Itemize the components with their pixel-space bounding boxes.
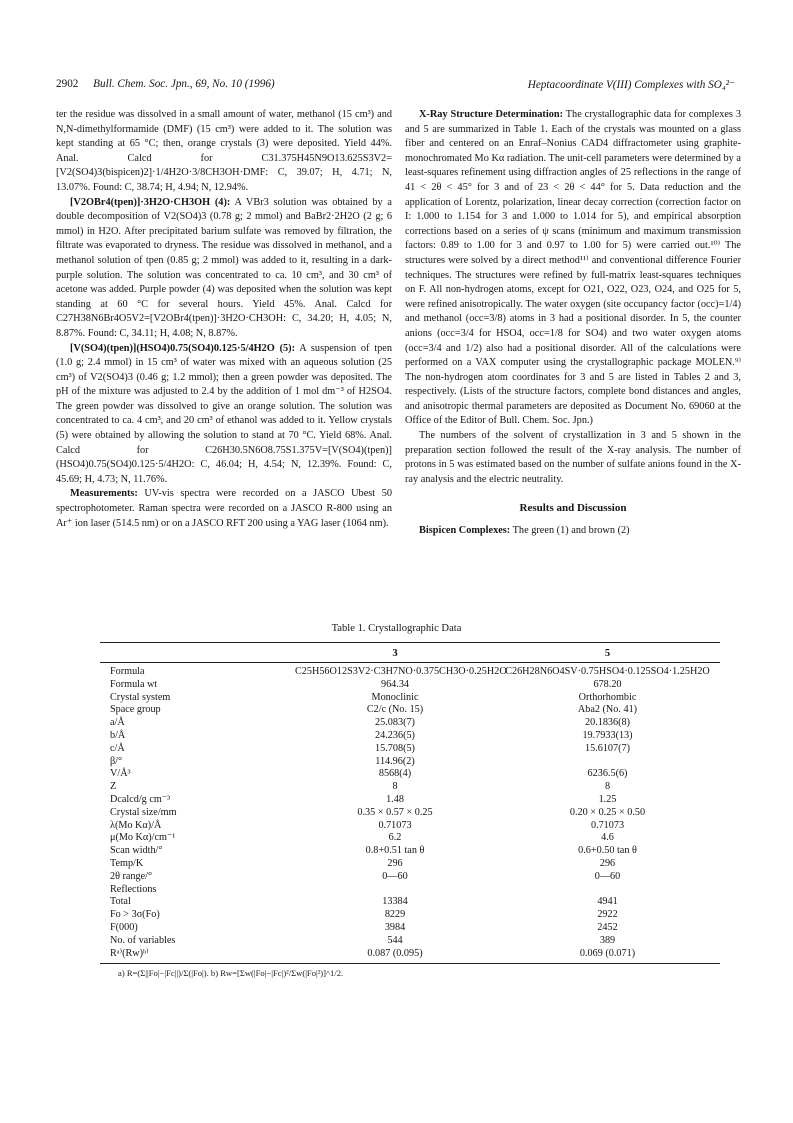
row-label: μ(Mo Kα)/cm⁻¹: [110, 832, 176, 844]
paragraph-preparation-5: [56, 342, 392, 488]
table-row: [110, 948, 720, 961]
table-row: [110, 666, 720, 679]
row-label: 2θ range/°: [110, 870, 153, 882]
value-compound-5: 389: [599, 934, 616, 946]
paragraph-preparation-3: ter the residue was dissolved in a small amount of water, methanol (15 cm³) and N,N-dimethylformamide (DMF) (15 cm³) were added to it. The solution was kept standing at 65 °C; then, orange crystals (3) were deposited. Yield 44%. Anal. Calcd for C31.375H45N9O13.625S3V2=[V2(SO4)3(bispicen)2]·1/4H2O·3/8CH3OH·DMF: C, 39.07; H, 4.71; N, 13.07%. Found: C, 38.74; H, 4.94; N, 12.94%.: [56, 109, 392, 193]
row-label: c/Å: [110, 742, 125, 754]
xray-text: The crystallographic data for complexes 3 and 5 are summarized in Table 1. Each of the crystals was mounted on a glass fiber and centered on an Enraf–Nonius CAD4 diffractometer using graphite-monochromated Mo Kα radiation. The unit-cell parameters were determined by a least-squares refinement using diffraction angles of 25 reflections in the range of 41 < 2θ < 45° for 3 and of 23 < 2θ < 44° for 5. Data reduction and the application of Lorentz, polarization, linear decay correction (correction factor on I: 1.000 to 1.154 for 3 and 1.000 to 1.014 for 5), and empirical absorption corrections based on a series of ψ scans (minimum and maximum transmission factors: 0.89 to 1.00 for 3 and 0.97 to 1.00 for 5) were carried out.¹⁰⁾ The structures were solved by a direct method¹¹⁾ and conventional difference Fourier techniques. The structures were refined by full-matrix least-squares techniques on F. All non-hydrogen atoms, except for O21, O22, O23, O24, and O25 for 5, were refined anisotropically. The water oxygen (site occupancy factor (occ)=1/4) and methanol (occ=3/8) atoms in 3 had a positional disorder. In 5, the counter anions (occ=3/4 for HSO4, occ=1/8 for SO4) and two water oxygen atoms (occ=3/4 and 1/2) also had a positional disorder. All of the calculations were performed on a VAX computer using the crystallographic package MOLEN.⁹⁾ The non-hydrogen atom coordinates for 3 and 5 are listed in Tables 2 and 3, respectively. (Lists of the structure factors, complete bond distances and angles, and anisotropic thermal parameters are deposited as Document No. 69060 at the Office of the Editor of Bull. Chem. Soc. Jpn.): [405, 109, 741, 427]
table-row: [110, 756, 720, 769]
row-label: β/°: [110, 755, 123, 767]
value-compound-3: Monoclinic: [371, 691, 419, 703]
row-label: Formula: [110, 666, 145, 677]
row-label: λ(Mo Kα)/Å: [110, 819, 162, 831]
xray-heading: X-Ray Structure Determination:: [419, 109, 564, 120]
table-row: [110, 896, 720, 909]
value-compound-3: 296: [387, 857, 403, 869]
value-compound-3: 0.087 (0.095): [367, 947, 423, 959]
row-label: Rᵃ⁾(Rw)ᵇ⁾: [110, 947, 149, 959]
compound-4-text: A VBr3 solution was obtained by a double decomposition of V2(SO4)3 (0.78 g; 2 mmol) and BaBr2·2H2O (2 g; 6 mmol) in H2O. After precipitated barium sulfate was removed by filtration, the filtrate was evaporated to dryness. The residue was dissolved in methanol, and a methanol solution of tpen (0.85 g; 2 mmol) was added to it, resulting in a dark-purple solution. The solution was concentrated to ca. 10 cm³, and 30 cm³ of acetone was added. Purple powder (4) was deposited when the solution was kept standing at 60 °C for several hours. Yield 45%. Anal. Calcd for C27H38N6Br4O5V2=[V2OBr4(tpen)]·3H2O·CH3OH: C, 34.20; H, 4.05; N, 8.87%. Found: C, 34.11; H, 4.08; N, 8.87%.: [56, 196, 393, 339]
row-label: No. of variables: [110, 934, 176, 946]
value-compound-3: 0.8+0.51 tan θ: [365, 845, 425, 857]
value-compound-3: C2/c (No. 15): [366, 704, 424, 716]
table-row: [110, 781, 720, 794]
bispicen-heading: Bispicen Complexes:: [419, 525, 511, 537]
value-compound-5: 1.25: [598, 793, 617, 805]
value-compound-5: 19.7933(13): [582, 729, 633, 741]
value-compound-5: C26H28N6O4SV·0.75HSO4·0.125SO4·1.25H2O: [505, 666, 710, 677]
row-label: Formula wt: [110, 678, 158, 690]
row-label: Crystal system: [110, 691, 171, 703]
row-label: Temp/K: [110, 857, 144, 869]
measurements-heading: Measurements:: [70, 488, 138, 500]
value-compound-3: 0.35 × 0.57 × 0.25: [357, 806, 433, 818]
value-compound-5: 0.20 × 0.25 × 0.50: [569, 806, 646, 818]
paragraph-solvent: The numbers of the solvent of crystallization in 3 and 5 shown in the preparation section followed the result of the X-ray analysis. The number of protons in 5 was estimated based on the number of sulfate anions found in the X-ray analysis and the electric neutrality.: [405, 430, 741, 485]
compound-4-heading: [V2OBr4(tpen)]·3H2O·CH3OH (4):: [70, 196, 231, 208]
value-compound-5: 0.069 (0.071): [579, 947, 636, 959]
value-compound-3: [295, 884, 495, 897]
running-title: Heptacoordinate V(III) Complexes with SO₄²⁻: [527, 79, 735, 91]
page-header-left: [56, 78, 275, 90]
page-number: 2902: [56, 78, 79, 90]
table-row: [110, 884, 720, 897]
table-header-rule: [100, 662, 720, 663]
table-top-rule: [100, 642, 720, 643]
value-compound-3: 0—60: [382, 870, 408, 882]
table-bottom-rule: [100, 963, 720, 964]
value-compound-3: 3984: [384, 921, 406, 933]
value-compound-5: 2922: [597, 909, 618, 921]
value-compound-3: 8: [392, 781, 398, 793]
table-row: [110, 871, 720, 884]
value-compound-5: 0.6+0.50 tan θ: [578, 845, 637, 857]
value-compound-3: 8229: [384, 909, 406, 921]
value-compound-5: 0—60: [594, 870, 621, 882]
value-compound-3: 24.236(5): [375, 729, 415, 741]
value-compound-3: 8568(4): [378, 768, 412, 780]
journal-citation: Bull. Chem. Soc. Jpn., 69, No. 10 (1996): [93, 78, 275, 90]
value-compound-5: 8: [604, 781, 611, 793]
value-compound-3: 25.083(7): [375, 717, 415, 729]
table-row: [110, 717, 720, 730]
value-compound-3: C25H56O12S3V2·C3H7NO·0.375CH3O·0.25H2O: [295, 666, 507, 677]
value-compound-3: 1.48: [386, 793, 404, 805]
table-row: [110, 820, 720, 833]
row-label: Scan width/°: [110, 845, 163, 857]
table-row: [110, 743, 720, 756]
value-compound-5: [495, 756, 720, 769]
table-footnote: a) R=(Σ||Fo|−|Fc||)/Σ(|Fo|). b) Rw=[Σw(|Fo|−|Fc|)²/Σw(|Fo|²)]^1/2.: [118, 968, 344, 978]
value-compound-3: 114.96(2): [375, 755, 415, 767]
value-compound-3: 544: [387, 934, 403, 946]
value-compound-5: 4941: [597, 896, 618, 908]
crystallographic-data-table: [110, 666, 720, 960]
left-column: [56, 108, 392, 531]
value-compound-5: 678.20: [593, 678, 622, 690]
table-row: [110, 832, 720, 845]
value-compound-5: 6236.5(6): [587, 768, 628, 780]
table-row: [110, 922, 720, 935]
value-compound-5: Aba2 (No. 41): [577, 704, 638, 716]
value-compound-3: 964.34: [380, 678, 409, 690]
table-row: [110, 909, 720, 922]
paragraph-preparation-4: [56, 196, 392, 342]
value-compound-5: Orthorhombic: [578, 691, 637, 703]
table-row: [110, 730, 720, 743]
right-column: [405, 108, 741, 539]
value-compound-5: 4.6: [601, 832, 614, 844]
row-label: Total: [110, 896, 131, 908]
table-row: [110, 692, 720, 705]
value-compound-3: 0.71073: [378, 819, 412, 831]
value-compound-5: 15.6107(7): [585, 742, 630, 754]
value-compound-3: 15.708(5): [375, 742, 415, 754]
paragraph-xray: [405, 108, 741, 429]
table-row: [110, 768, 720, 781]
value-compound-5: 0.71073: [590, 819, 625, 831]
bispicen-text: The green (1) and brown (2): [512, 525, 630, 537]
row-label: Crystal size/mm: [110, 806, 177, 818]
row-label: a/Å: [110, 717, 125, 729]
row-label: Reflections: [110, 883, 157, 895]
paragraph-bispicen: [405, 524, 741, 539]
row-label: V/Å³: [110, 768, 131, 780]
table-caption: Table 1. Crystallographic Data: [331, 623, 462, 634]
row-label: F(000): [110, 921, 138, 933]
table-row: [110, 858, 720, 871]
row-label: b/Å: [110, 729, 126, 741]
row-label: Dcalcd/g cm⁻³: [110, 793, 171, 805]
row-label: Fo > 3σ(Fo): [110, 909, 160, 921]
value-compound-5: 20.1836(8): [585, 717, 630, 729]
table-row: [110, 845, 720, 858]
value-compound-5: 296: [599, 857, 616, 869]
table-row: [110, 794, 720, 807]
value-compound-3: 6.2: [388, 832, 402, 844]
table-row: [110, 807, 720, 820]
table-row: [110, 679, 720, 692]
row-label: Space group: [110, 704, 161, 716]
table-column-header-5: 5: [604, 648, 611, 659]
table-row: [110, 704, 720, 717]
paragraph-measurements: [56, 487, 392, 531]
measurements-text: UV-vis spectra were recorded on a JASCO Ubest 50 spectrophotometer. Raman spectra were recorded on a JASCO R-800 using an Ar⁺ ion laser (514.5 nm) or on a JASCO RFT 200 using a YAG laser (1064 nm).: [56, 488, 392, 529]
section-heading-results: Results and Discussion: [519, 502, 627, 515]
table-column-header-3: 3: [392, 648, 398, 659]
value-compound-5: 2452: [597, 921, 618, 933]
value-compound-5: [495, 884, 720, 897]
compound-5-text: A suspension of tpen (1.0 g; 2.4 mmol) in 15 cm³ of water was mixed with an aqueous solution (25 cm³) of V2(SO4)3 (0.46 g; 1.2 mmol); then a green powder was deposited. The pH of the mixture was adjusted to 2.4 by the addition of 1 mol dm⁻³ of H2SO4. The green powder was dissolved to give an orange solution. The solution was concentrated to ca. 4 cm³, and 20 cm³ of ethanol was added to it. Yellow crystals (5) were obtained by allowing the solution to stand at 70 °C. Yield 68%. Anal. Calcd for C26H30.5N6O8.75S1.375V=[V(SO4)(tpen)](HSO4)0.75(SO4)0.125·5/4H2O: C, 46.04; H, 4.54; N, 12.39%. Found: C, 45.69; H, 4.73; N, 11.76%.: [56, 342, 392, 485]
row-label: Z: [110, 781, 117, 793]
table-row: [110, 935, 720, 948]
value-compound-3: 13384: [382, 896, 408, 908]
compound-5-heading: [V(SO4)(tpen)](HSO4)0.75(SO4)0.125·5/4H2O (5):: [70, 342, 296, 354]
